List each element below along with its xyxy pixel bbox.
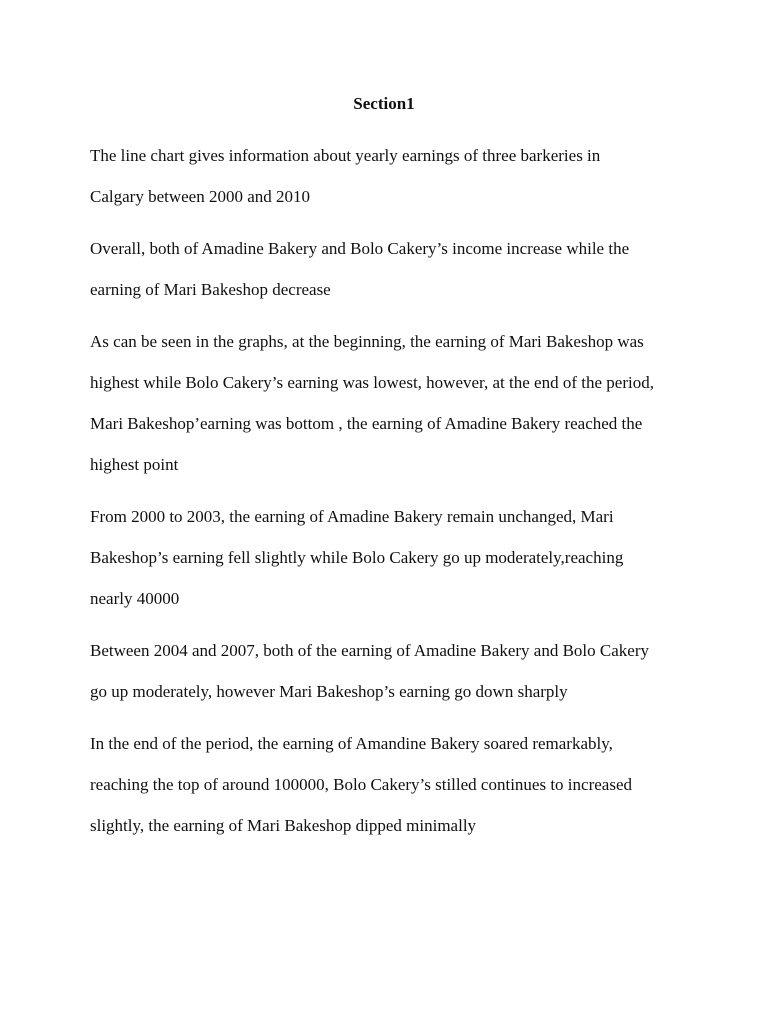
text-line: Mari Bakeshop’earning was bottom , the earning of Amadine Bakery reached the [90, 414, 643, 433]
text-line: Bakeshop’s earning fell slightly while Bolo Cakery go up moderately,reaching [90, 548, 624, 567]
text-line: The line chart gives information about yearly earnings of three barkeries in [90, 146, 601, 165]
paragraph-overview [90, 234, 690, 316]
text-line: Calgary between 2000 and 2010 [90, 187, 310, 206]
text-line: go up moderately, however Mari Bakeshop’s earning go down sharply [90, 682, 568, 701]
paragraph-comparison [90, 327, 690, 491]
text-line: Overall, both of Amadine Bakery and Bolo Cakery’s income increase while the [90, 239, 630, 258]
paragraph-end-period [90, 729, 690, 852]
text-line: reaching the top of around 100000, Bolo Cakery’s stilled continues to increased [90, 775, 632, 794]
text-line: In the end of the period, the earning of Amandine Bakery soared remarkably, [90, 734, 613, 753]
text-line: earning of Mari Bakeshop decrease [90, 280, 331, 299]
paragraph-2000-2003 [90, 502, 690, 625]
paragraph-intro [90, 141, 690, 223]
text-line: From 2000 to 2003, the earning of Amadine Bakery remain unchanged, Mari [90, 507, 614, 526]
text-line: nearly 40000 [90, 589, 180, 608]
section-heading: Section1 [353, 94, 415, 113]
text-line: Between 2004 and 2007, both of the earning of Amadine Bakery and Bolo Cakery [90, 641, 649, 660]
essay-body [90, 141, 690, 863]
text-line: As can be seen in the graphs, at the beginning, the earning of Mari Bakeshop was [90, 332, 644, 351]
text-line: highest while Bolo Cakery’s earning was lowest, however, at the end of the period, [90, 373, 654, 392]
text-line: highest point [90, 455, 179, 474]
text-line: slightly, the earning of Mari Bakeshop dipped minimally [90, 816, 477, 835]
paragraph-2004-2007 [90, 636, 690, 718]
